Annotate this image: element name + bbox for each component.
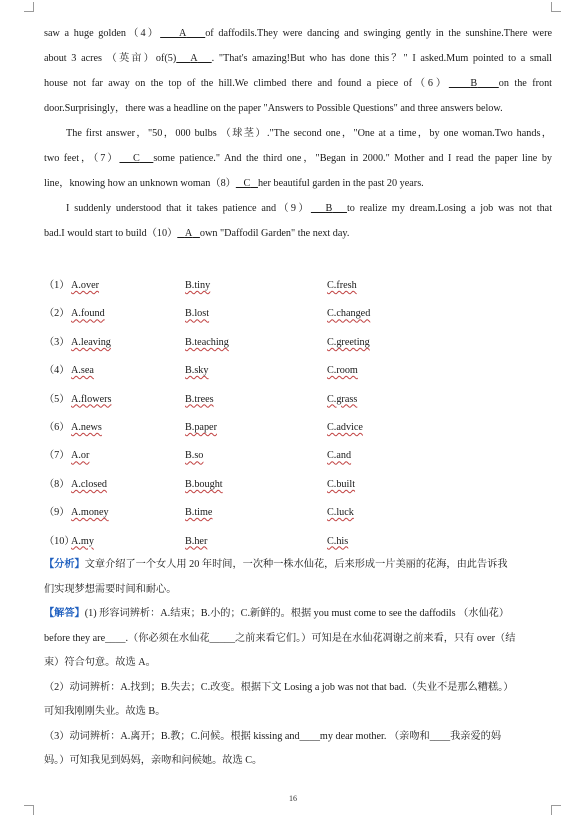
analysis-tag: 【分析】	[44, 559, 85, 570]
passage-line: two feet，（7） C some patience." And the third one，"Began in 2000." Mother and I read the paper line by	[44, 153, 553, 164]
option-a: A.flowers	[71, 393, 112, 405]
option-a: A.money	[71, 507, 109, 519]
option-a: A.closed	[71, 478, 107, 490]
passage-text	[44, 21, 552, 246]
analysis-line: 【分析】文章介绍了一个女人用 20 年时间，一次种一株水仙花，后来形成一片美丽的花海，由此告诉我	[44, 559, 508, 570]
answer-blank: C	[243, 178, 251, 189]
answer-line: 【解答】(1) 形容词辨析：A.结束；B.小的；C.新鲜的。根据 you must come to see the daffodils （水仙花）	[44, 608, 510, 619]
passage-line: house not far away on the top of the hill.We climbed there and found a piece of（6） B on the front	[44, 78, 552, 89]
passage-line: bad.I would start to build（10） A own "Daffodil Garden" the next day.	[44, 228, 350, 239]
passage-line: I suddenly understood that it takes patience and（9） B to realize my dream.Losing a job was not that	[66, 203, 553, 214]
passage-line: about 3 acres （英亩）of(5) A . "That's amazing!But who has done this？" I asked.Mum pointed to a small	[44, 53, 553, 64]
option-c: C.grass	[327, 393, 358, 405]
answer-line: 束）符合句意。故选 A。	[44, 657, 156, 668]
option-b: B.so	[185, 450, 204, 462]
question-number: （5）	[44, 393, 70, 405]
option-row	[44, 357, 552, 385]
question-number: （2）	[44, 308, 70, 320]
option-row	[44, 442, 552, 470]
option-b: B.lost	[185, 308, 210, 320]
explanation-section	[44, 553, 552, 774]
answer-line: （2）动词辨析：A.找到；B.失去；C.改变。根据下文 Losing a job was not that bad.（失业不是那么糟糕。）	[44, 681, 514, 693]
passage-line: line，knowing how an unknown woman（8） C her beautiful garden in the past 20 years.	[44, 178, 424, 189]
option-c: C.his	[327, 535, 349, 547]
option-a: A.found	[71, 308, 105, 320]
answer-blank: A	[179, 28, 187, 39]
option-c: C.built	[327, 478, 356, 490]
page-number: 16	[289, 794, 297, 803]
answer-blank: A	[184, 228, 193, 239]
answer-line: （3）动词辨析：A.离开；B.教；C.问候。根据 kissing and____my dear mother. （亲吻和____我亲爱的妈	[44, 730, 502, 742]
question-number: （1）	[44, 280, 70, 291]
option-row	[44, 471, 552, 499]
option-a: A.leaving	[71, 336, 111, 348]
question-number: （10）	[44, 535, 75, 547]
option-row	[44, 272, 552, 300]
option-c: C.greeting	[327, 336, 370, 348]
option-b: B.trees	[185, 393, 214, 405]
option-a: A.my	[71, 535, 94, 547]
option-c: C.changed	[327, 308, 371, 320]
option-c: C.room	[327, 365, 358, 377]
option-a: A.or	[71, 450, 90, 462]
passage-line: door.Surprisingly，there was a headline on the paper "Answers to Possible Questions" and three answers below.	[44, 103, 503, 114]
option-row	[44, 300, 552, 328]
answer-line: 妈。）可知我见到妈妈，亲吻和问候她。故选 C。	[44, 755, 263, 766]
option-b: B.bought	[185, 478, 223, 490]
answer-blank: A	[190, 53, 198, 64]
crop-mark-top-right	[551, 2, 561, 12]
option-b: B.time	[185, 507, 213, 519]
answer-tag: 【解答】	[44, 608, 85, 619]
option-row	[44, 528, 552, 556]
option-b: B.paper	[185, 422, 217, 433]
option-b: B.tiny	[185, 280, 211, 291]
option-row	[44, 499, 552, 527]
question-number: （3）	[44, 336, 70, 348]
option-c: C.luck	[327, 507, 354, 519]
question-number: （6）	[44, 422, 70, 433]
option-a: A.news	[71, 422, 102, 433]
passage-line: saw a huge golden（4） A of daffodils.They were dancing and swinging gently in the sunshine.There were	[44, 28, 552, 39]
passage-line: The first answer，"50，000 bulbs （球茎）."The second one，"One at a time，by one woman.Two hands，	[66, 128, 552, 139]
crop-mark-top-left	[24, 2, 34, 12]
option-row	[44, 386, 552, 414]
option-a: A.sea	[71, 365, 94, 377]
answer-blank: B	[325, 203, 333, 214]
question-number: （9）	[44, 507, 70, 519]
answer-blank: B	[470, 78, 478, 89]
option-c: C.and	[327, 450, 352, 462]
analysis-line: 们实现梦想需要时间和耐心。	[44, 583, 177, 595]
question-number: （4）	[44, 365, 70, 377]
crop-mark-bottom-left	[24, 805, 34, 815]
answer-line: 可知我刚刚失业。故选 B。	[44, 706, 166, 717]
question-number: （8）	[44, 478, 70, 490]
question-number: （7）	[44, 450, 70, 462]
crop-mark-bottom-right	[551, 805, 561, 815]
option-row	[44, 414, 552, 442]
option-row	[44, 329, 552, 357]
option-b: B.teaching	[185, 336, 229, 348]
option-a: A.over	[71, 280, 100, 291]
option-b: B.her	[185, 535, 208, 547]
answer-blank: C	[133, 153, 140, 164]
option-b: B.sky	[185, 365, 209, 377]
answer-line: before they are____.（你必须在水仙花_____之前来看它们。）可知是在水仙花凋谢之前来看，只有 over（结	[44, 632, 516, 644]
option-c: C.fresh	[327, 280, 357, 291]
option-c: C.advice	[327, 422, 363, 433]
